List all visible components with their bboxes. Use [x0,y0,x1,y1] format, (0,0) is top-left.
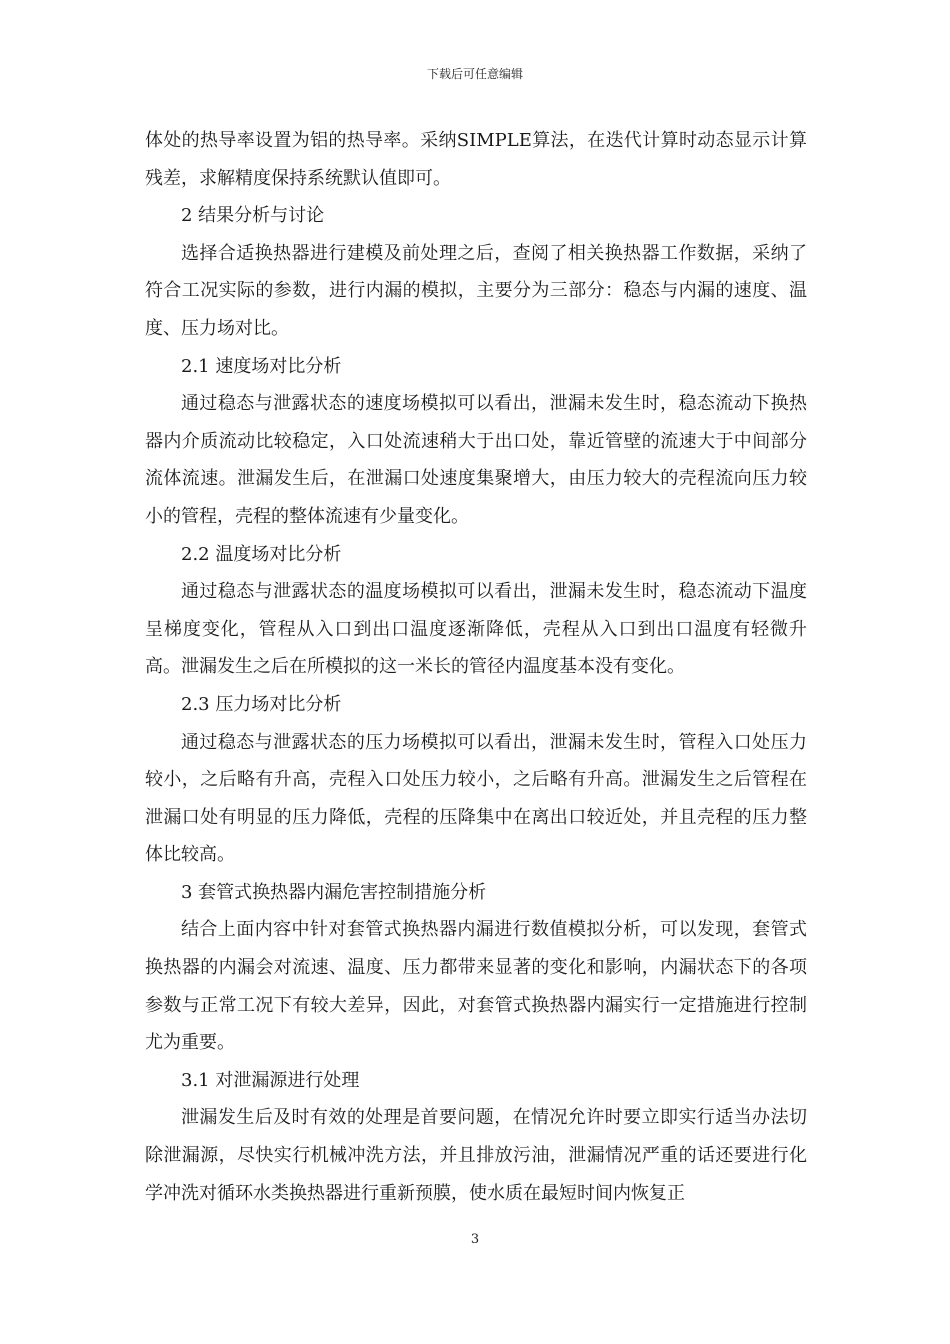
paragraph-section-2-1: 通过稳态与泄露状态的速度场模拟可以看出，泄漏未发生时，稳态流动下换热器内介质流动比较稳定，入口处流速稍大于出口处，靠近管壁的流速大于中间部分流体流速。泄漏发生后，在泄漏口处速度集聚增大，由压力较大的壳程流向压力较小的管程，壳程的整体流速有少量变化。 [145,393,807,527]
paragraph-section-2: 选择合适换热器进行建模及前处理之后，查阅了相关换热器工作数据，采纳了符合工况实际的参数，进行内漏的模拟，主要分为三部分：稳态与内漏的速度、温度、压力场对比。 [145,242,807,339]
section-heading-2-1: 2.1 速度场对比分析 [181,355,342,377]
page-header: 下载后可任意编辑 [426,67,523,81]
section-heading-3: 3 套管式换热器内漏危害控制措施分析 [181,881,487,903]
section-heading-2: 2 结果分析与讨论 [181,205,325,227]
page-number: 3 [470,1232,480,1247]
paragraph-section-2-2: 通过稳态与泄露状态的温度场模拟可以看出，泄漏未发生时，稳态流动下温度呈梯度变化，管程从入口到出口温度逐渐降低，壳程从入口到出口温度有轻微升高。泄漏发生之后在所模拟的这一米长的管径内温度基本没有变化。 [145,581,807,678]
section-heading-2-3: 2.3 压力场对比分析 [181,693,342,715]
paragraph-section-3: 结合上面内容中针对套管式换热器内漏进行数值模拟分析，可以发现，套管式换热器的内漏会对流速、温度、压力都带来显著的变化和影响，内漏状态下的各项参数与正常工况下有较大差异，因此，对套管式换热器内漏实行一定措施进行控制尤为重要。 [145,919,807,1054]
section-heading-3-1: 3.1 对泄漏源进行处理 [181,1069,360,1091]
paragraph-section-3-1: 泄漏发生后及时有效的处理是首要问题，在情况允许时要立即实行适当办法切除泄漏源，尽快实行机械冲洗方法，并且排放污油，泄漏情况严重的话还要进行化学冲洗对循环水类换热器进行重新预膜，使水质在最短时间内恢复正 [145,1107,807,1204]
paragraph-section-2-3: 通过稳态与泄露状态的压力场模拟可以看出，泄漏未发生时，管程入口处压力较小，之后略有升高，壳程入口处压力较小，之后略有升高。泄漏发生之后管程在泄漏口处有明显的压力降低，壳程的压降集中在离出口较近处，并且壳程的压力整体比较高。 [145,731,807,866]
section-heading-2-2: 2.2 温度场对比分析 [181,543,342,565]
page-body [145,122,807,1212]
paragraph-continued: 体处的热导率设置为铝的热导率。采纳SIMPLE算法，在迭代计算时动态显示计算残差，求解精度保持系统默认值即可。 [145,130,807,189]
